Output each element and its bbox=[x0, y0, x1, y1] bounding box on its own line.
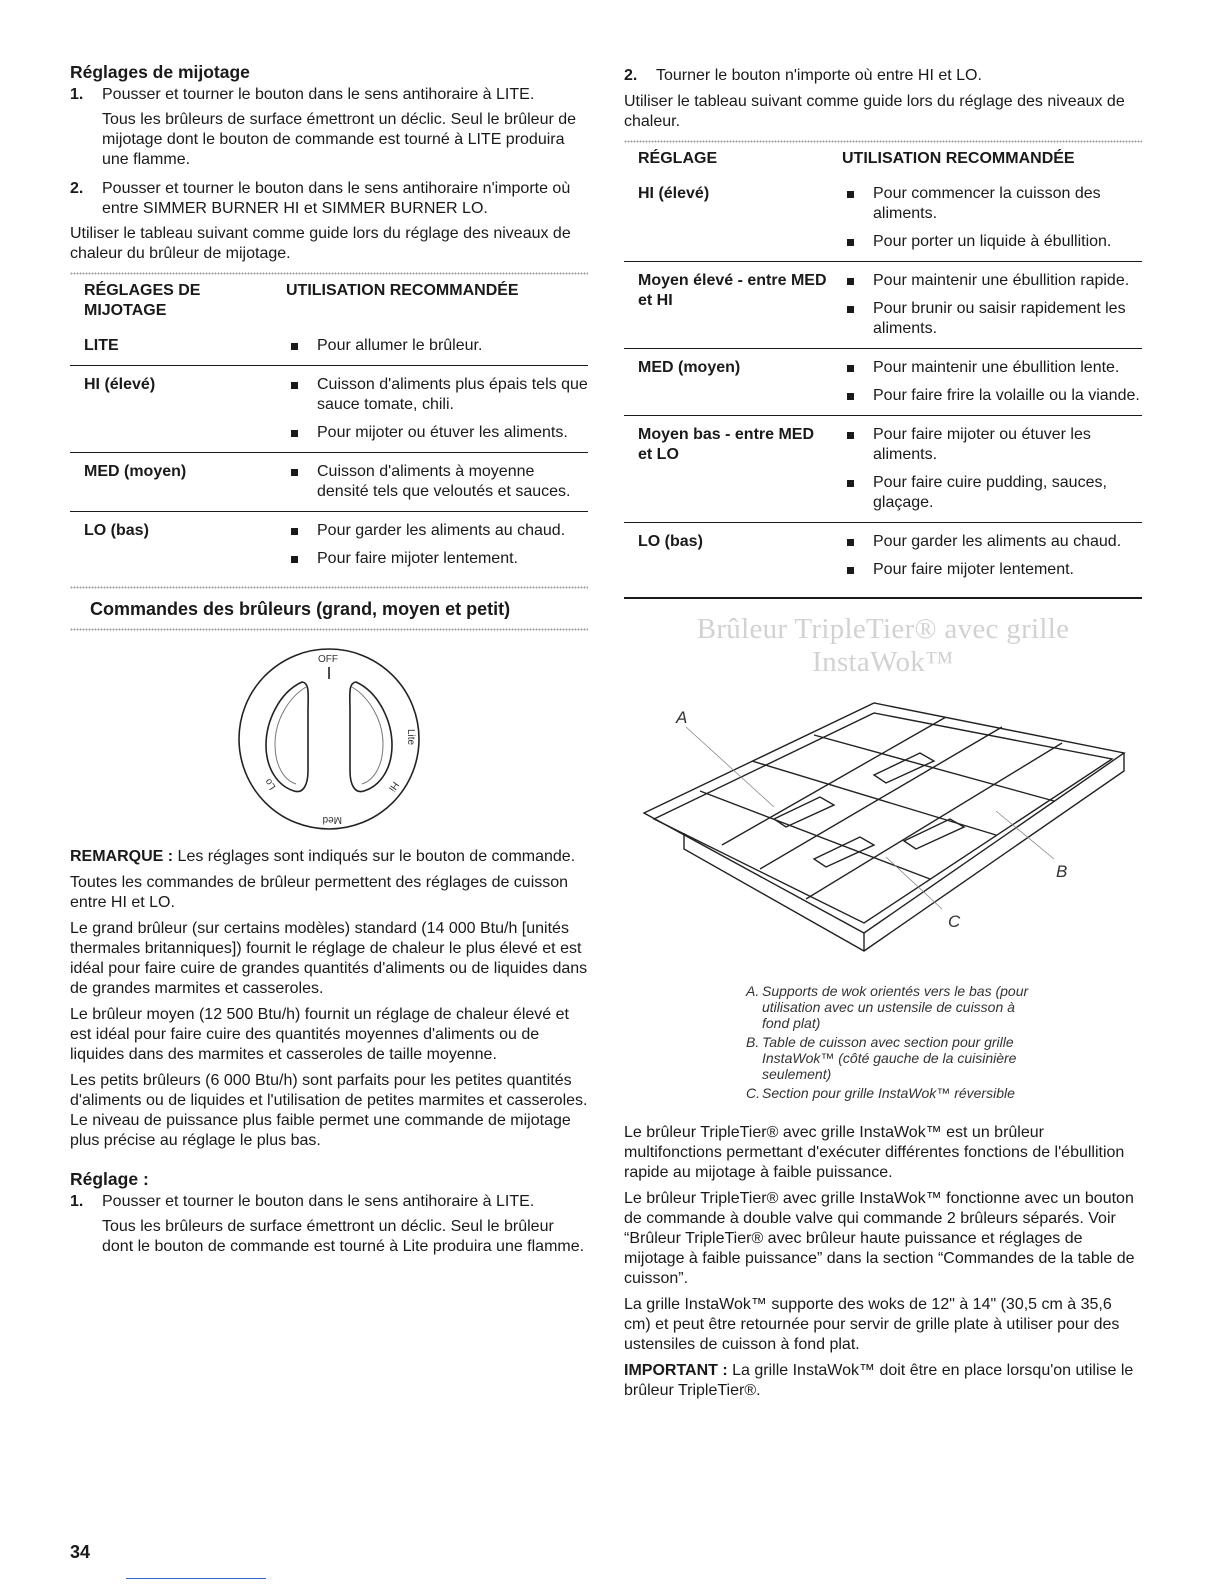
recommended-uses bbox=[828, 523, 1142, 590]
simmer-heading: Réglages de mijotage bbox=[70, 62, 250, 82]
use-bullet bbox=[842, 532, 1142, 552]
burner-controls-title: Commandes des brûleurs (grand, moyen et petit) bbox=[90, 599, 511, 619]
setting-level: LITE bbox=[84, 337, 119, 354]
use-bullet bbox=[286, 462, 588, 502]
setting-level: HI (élevé) bbox=[638, 185, 710, 202]
use-bullet bbox=[286, 549, 588, 569]
caption-a: A. Supports de wok orientés vers le bas (pour utilisation avec un ustensile de cuisson à fond plat) bbox=[746, 982, 1029, 1031]
use-bullet bbox=[842, 386, 1142, 406]
paragraph-large-burner: Le grand brûleur (sur certains modèles) standard (14 000 Btu/h [unités thermales britanniques]) fournit le réglage de chaleur le plus élevé et est idéal pour faire cuire de grandes quantités d'aliments ou de liquides dans de grandes marmites et casseroles. bbox=[70, 920, 588, 997]
setting-level: MED (moyen) bbox=[84, 463, 187, 480]
knob-label-med: Med bbox=[322, 814, 342, 825]
knob-label-off: OFF bbox=[318, 654, 338, 665]
control-knob-figure bbox=[70, 631, 588, 841]
bullet-square-icon bbox=[291, 382, 298, 389]
remarque-label: REMARQUE : bbox=[70, 848, 174, 865]
use-text: Pour garder les aliments au chaud. bbox=[317, 522, 566, 539]
bullet-square-icon bbox=[291, 556, 298, 563]
instawok-figure bbox=[624, 683, 1142, 983]
step-2: 2. Tourner le bouton n'importe où entre HI et LO. bbox=[624, 67, 982, 84]
heat-guide-text: Utiliser le tableau suivant comme guide lors du réglage des niveaux de chaleur. bbox=[624, 93, 1125, 130]
use-text: Pour porter un liquide à ébullition. bbox=[873, 233, 1112, 250]
figure-label-b: B bbox=[1056, 861, 1068, 881]
reglage-step-1-detail: Tous les brûleurs de surface émettront un déclic. Seul le brûleur dont le bouton de commande est tourné à Lite produira une flamme. bbox=[102, 1218, 585, 1255]
use-bullet bbox=[286, 375, 588, 415]
setting-level: LO (bas) bbox=[638, 533, 703, 550]
col-header-use: UTILISATION RECOMMANDÉE bbox=[842, 150, 1075, 167]
use-bullet bbox=[842, 232, 1142, 252]
tripletier-paragraph-2: Le brûleur TripleTier® avec grille InstaWok™ fonctionne avec un bouton de commande à double valve qui commande 2 brûleurs séparés. Voir “Brûleur TripleTier® avec brûleur haute puissance et réglages de mijotage à faible puissance” dans la section “Commandes de la table de cuisson”. bbox=[624, 1189, 1135, 1287]
col-header-setting: RÉGLAGE bbox=[638, 150, 718, 167]
recommended-uses bbox=[272, 453, 588, 512]
use-bullet bbox=[842, 473, 1142, 513]
reglage-step-1: 1. Pousser et tourner le bouton dans le sens antihoraire à LITE. bbox=[70, 1193, 535, 1210]
use-bullet bbox=[842, 560, 1142, 580]
bullet-square-icon bbox=[847, 393, 854, 400]
table-row bbox=[624, 523, 1142, 590]
recommended-uses bbox=[828, 416, 1142, 523]
use-text: Cuisson d'aliments plus épais tels que sauce tomate, chili. bbox=[317, 376, 588, 413]
bullet-square-icon bbox=[847, 432, 854, 439]
setting-level: LO (bas) bbox=[84, 522, 149, 539]
use-bullet bbox=[286, 423, 588, 443]
instawok-grate-illustration bbox=[624, 683, 1142, 983]
col-header-use: UTILISATION RECOMMANDÉE bbox=[286, 282, 519, 299]
bullet-square-icon bbox=[291, 469, 298, 476]
paragraph-small-burners: Les petits brûleurs (6 000 Btu/h) sont parfaits pour les petites quantités d'aliments ou de liquides et l'utilisation de petites marmites et casseroles. Le niveau de puissance plus faible permet une commande de mijotage plus précise au réglage le plus bas. bbox=[70, 1072, 588, 1149]
recommended-uses bbox=[828, 262, 1142, 349]
use-bullet bbox=[286, 336, 588, 356]
knob-label-hi: Hi bbox=[386, 779, 401, 794]
important-text: La grille InstaWok™ doit être en place lorsqu'on utilise le brûleur TripleTier®. bbox=[624, 1361, 1134, 1399]
setting-level: Moyen élevé - entre MED et HI bbox=[638, 272, 827, 309]
tripletier-paragraph-1: Le brûleur TripleTier® avec grille InstaWok™ est un brûleur multifonctions permettant d'exécuter différentes fonctions de l'ébullition rapide au mijotage à faible puissance. bbox=[624, 1123, 1125, 1181]
use-text: Pour commencer la cuisson des aliments. bbox=[873, 185, 1101, 222]
use-text: Pour faire cuire pudding, sauces, glaçage. bbox=[873, 474, 1107, 511]
recommended-uses bbox=[828, 175, 1142, 262]
use-text: Pour faire frire la volaille ou la viande. bbox=[873, 387, 1140, 404]
bullet-square-icon bbox=[847, 365, 854, 372]
table-row bbox=[70, 453, 588, 512]
use-text: Pour allumer le brûleur. bbox=[317, 337, 483, 354]
tripletier-title: Brûleur TripleTier® avec grille InstaWok™ bbox=[696, 612, 1070, 678]
instawok-paragraph: La grille InstaWok™ supporte des woks de 12" à 14" (30,5 cm à 35,6 cm) et peut être retournée pour servir de grille plate à utiliser pour des ustensiles de cuisson à fond plat. bbox=[624, 1295, 1120, 1353]
page-number: 34 bbox=[70, 1542, 91, 1562]
bullet-square-icon bbox=[847, 567, 854, 574]
important-paragraph bbox=[624, 1361, 1142, 1401]
setting-level: Moyen bas - entre MED et LO bbox=[638, 426, 815, 463]
important-label: IMPORTANT : bbox=[624, 1361, 728, 1379]
figure-label-a: A bbox=[676, 707, 688, 727]
use-bullet bbox=[286, 521, 588, 541]
table-row bbox=[70, 366, 588, 453]
bullet-square-icon bbox=[847, 306, 854, 313]
use-bullet bbox=[842, 425, 1142, 465]
simmer-guide-text: Utiliser le tableau suivant comme guide lors du réglage des niveaux de chaleur du brûleur de mijotage. bbox=[70, 225, 571, 262]
bullet-square-icon bbox=[291, 343, 298, 350]
bullet-square-icon bbox=[847, 539, 854, 546]
knob-label-lo: Lo bbox=[263, 776, 279, 792]
remarque-paragraph bbox=[70, 847, 588, 867]
left-column bbox=[70, 62, 588, 1257]
table-bottom-rule bbox=[624, 597, 1142, 599]
use-bullet bbox=[842, 358, 1142, 378]
table-row bbox=[624, 175, 1142, 262]
simmer-settings-table bbox=[70, 275, 588, 578]
use-text: Pour faire mijoter lentement. bbox=[873, 561, 1074, 578]
simmer-step-2: 2. Pousser et tourner le bouton dans le sens antihoraire n'importe où entre SIMMER BURNER HI et SIMMER BURNER LO. bbox=[70, 180, 571, 217]
recommended-uses bbox=[272, 512, 588, 579]
col-header-setting: RÉGLAGES DE MIJOTAGE bbox=[84, 282, 201, 319]
use-text: Pour brunir ou saisir rapidement les aliments. bbox=[873, 300, 1126, 337]
recommended-uses bbox=[272, 366, 588, 453]
use-text: Pour maintenir une ébullition rapide. bbox=[873, 272, 1130, 289]
table-row bbox=[624, 349, 1142, 416]
reglage-heading: Réglage : bbox=[70, 1169, 149, 1189]
recommended-uses bbox=[828, 349, 1142, 416]
use-text: Pour garder les aliments au chaud. bbox=[873, 533, 1122, 550]
bullet-square-icon bbox=[847, 239, 854, 246]
caption-b: B. Table de cuisson avec section pour grille InstaWok™ (côté gauche de la cuisinière seulement) bbox=[746, 1033, 1017, 1082]
use-bullet bbox=[842, 271, 1142, 291]
figure-label-c: C bbox=[948, 911, 961, 931]
table-row bbox=[624, 416, 1142, 523]
use-text: Pour maintenir une ébullition lente. bbox=[873, 359, 1120, 376]
table-row bbox=[70, 327, 588, 366]
heat-settings-table bbox=[624, 143, 1142, 589]
control-knob-illustration bbox=[70, 631, 588, 841]
table-row bbox=[624, 262, 1142, 349]
setting-level: HI (élevé) bbox=[84, 376, 156, 393]
recommended-uses bbox=[272, 327, 588, 366]
paragraph-medium-burner: Le brûleur moyen (12 500 Btu/h) fournit un réglage de chaleur élevé et est idéal pour faire cuire des quantités moyennes d'aliments ou de liquides dans des marmites et casseroles de taille moyenne. bbox=[70, 1006, 569, 1063]
knob-label-lite: Lite bbox=[405, 729, 416, 746]
use-text: Pour mijoter ou étuver les aliments. bbox=[317, 424, 568, 441]
simmer-step-1: 1. Pousser et tourner le bouton dans le sens antihoraire à LITE. bbox=[70, 86, 535, 103]
footer-rule bbox=[126, 1578, 266, 1579]
table-row bbox=[70, 512, 588, 579]
remarque-text: Les réglages sont indiqués sur le bouton de commande. bbox=[173, 848, 576, 865]
use-text: Cuisson d'aliments à moyenne densité tels que veloutés et sauces. bbox=[317, 463, 571, 500]
bullet-square-icon bbox=[847, 278, 854, 285]
setting-level: MED (moyen) bbox=[638, 359, 741, 376]
bullet-square-icon bbox=[847, 480, 854, 487]
bullet-square-icon bbox=[291, 528, 298, 535]
use-bullet bbox=[842, 184, 1142, 224]
use-text: Pour faire mijoter lentement. bbox=[317, 550, 518, 567]
bullet-square-icon bbox=[291, 430, 298, 437]
right-column bbox=[624, 62, 1142, 1401]
caption-c: C. Section pour grille InstaWok™ réversible bbox=[746, 1084, 1015, 1101]
use-bullet bbox=[842, 299, 1142, 339]
simmer-step-1-detail: Tous les brûleurs de surface émettront un déclic. Seul le brûleur de mijotage dont le bouton de commande est tourné à LITE produira une flamme. bbox=[102, 111, 577, 168]
bullet-square-icon bbox=[847, 191, 854, 198]
paragraph-all-burners: Toutes les commandes de brûleur permettent des réglages de cuisson entre HI et LO. bbox=[70, 874, 569, 911]
use-text: Pour faire mijoter ou étuver les aliments. bbox=[873, 426, 1091, 463]
figure-captions bbox=[746, 983, 1036, 1101]
